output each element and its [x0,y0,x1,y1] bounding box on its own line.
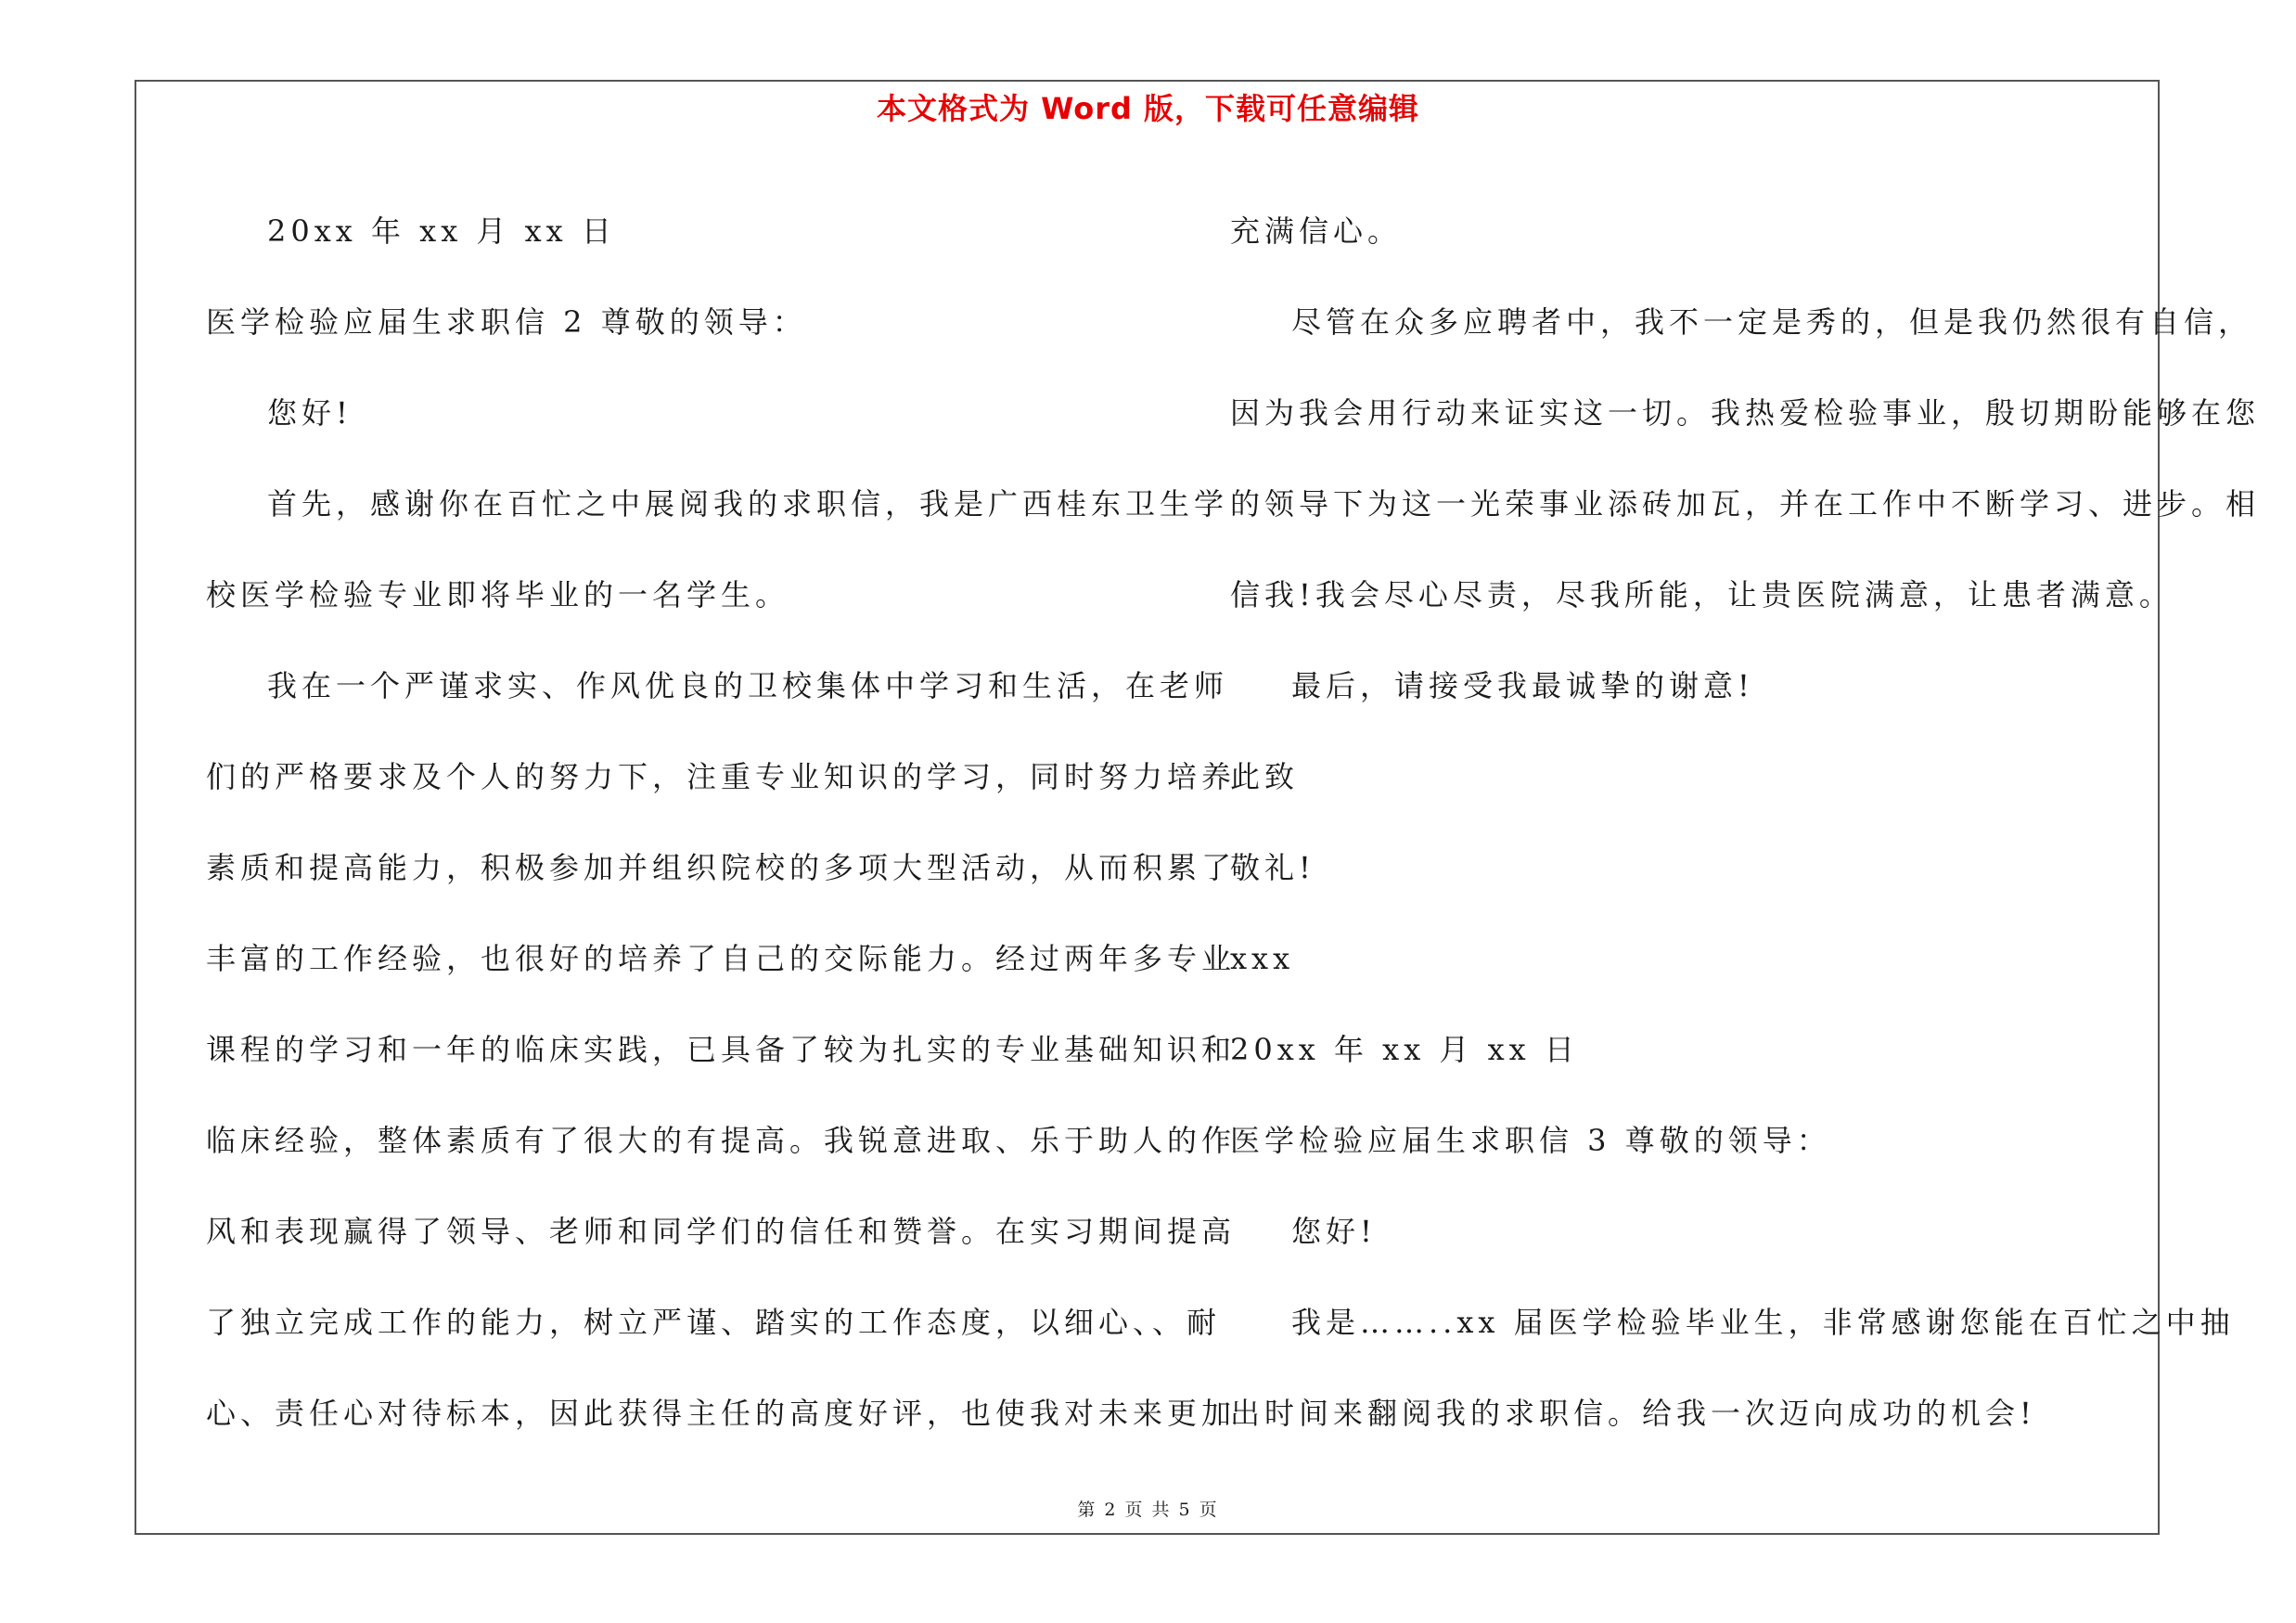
right-column-line: 最后，请接受我最诚挚的谢意! [1291,668,1754,703]
right-column-line: 充满信心。 [1230,213,1403,249]
right-column-line: xxx [1230,941,1295,976]
right-text-column [1230,186,2261,1459]
page-number-footer: 第 2 页 共 5 页 [1077,1500,1219,1520]
right-column-line: 因为我会用行动来证实这一切。我热爱检验事业，殷切期盼能够在您 [1230,395,2261,431]
left-column-line: 了独立完成工作的能力，树立严谨、踏实的工作态度，以细心、、耐 [206,1305,1222,1340]
right-column-line: 您好! [1291,1214,1377,1249]
left-column-line: 首先，感谢你在百忙之中展阅我的求职信，我是广西桂东卫生学 [267,486,1229,522]
left-column-line: 们的严格要求及个人的努力下，注重专业知识的学习，同时努力培养 [206,759,1237,794]
left-column-line: 素质和提高能力，积极参加并组织院校的多项大型活动，从而积累了 [206,850,1237,885]
right-column-line: 我是……..xx 届医学检验毕业生，非常感谢您能在百忙之中抽 [1291,1305,2235,1340]
right-column-line: 此致 [1230,759,1300,794]
left-column-line: 临床经验，整体素质有了很大的有提高。我锐意进取、乐于助人的作 [206,1123,1237,1158]
left-column-line: 20xx 年 xx 月 xx 日 [267,213,616,249]
left-column-line: 丰富的工作经验，也很好的培养了自己的交际能力。经过两年多专业 [206,941,1237,976]
left-column-line: 医学检验应届生求职信 2 尊敬的领导： [206,304,807,340]
left-text-column [206,186,1237,1459]
left-column-line: 您好! [267,395,353,431]
left-column-line: 课程的学习和一年的临床实践，已具备了较为扎实的专业基础知识和 [206,1032,1237,1067]
right-column-line: 尽管在众多应聘者中，我不一定是秀的，但是我仍然很有自信， [1291,304,2253,340]
right-column-line: 敬礼! [1230,850,1315,885]
right-column-line: 出时间来翻阅我的求职信。给我一次迈向成功的机会! [1230,1396,2036,1431]
right-column-line: 医学检验应届生求职信 3 尊敬的领导： [1230,1123,1831,1158]
right-column-line: 的领导下为这一光荣事业添砖加瓦，并在工作中不断学习、进步。相 [1230,486,2261,522]
right-column-line: 信我!我会尽心尽责，尽我所能，让贵医院满意，让患者满意。 [1230,577,2174,612]
left-column-line: 心、责任心对待标本，因此获得主任的高度好评，也使我对未来更加 [206,1396,1237,1431]
right-column-line: 20xx 年 xx 月 xx 日 [1230,1032,1579,1067]
left-column-line: 我在一个严谨求实、作风优良的卫校集体中学习和生活，在老师 [267,668,1229,703]
word-format-banner: 本文格式为 Word 版，下载可任意编辑 [876,91,1420,126]
left-column-line: 风和表现赢得了领导、老师和同学们的信任和赞誉。在实习期间提高 [206,1214,1237,1249]
left-column-line: 校医学检验专业即将毕业的一名学生。 [206,577,790,612]
